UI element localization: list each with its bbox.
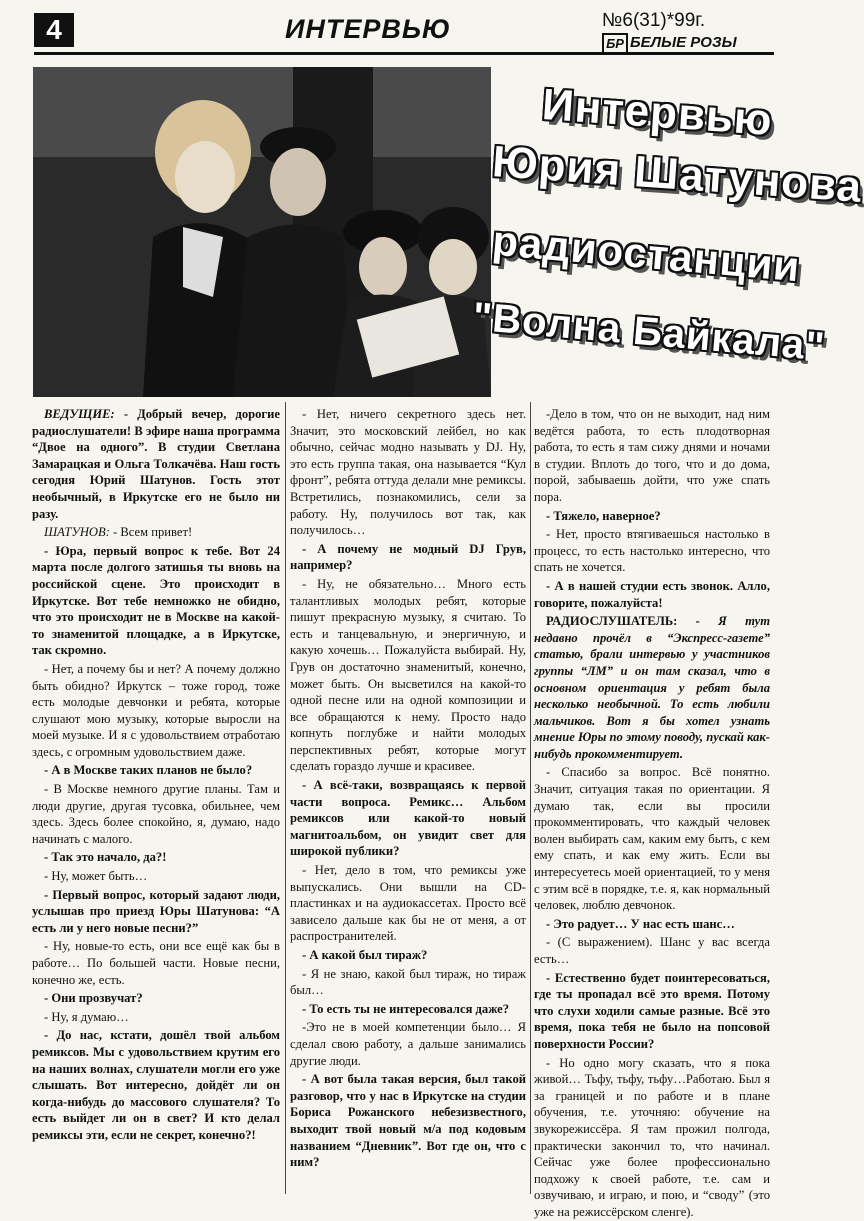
- headline-line-4: "Волна Байкала": [470, 294, 827, 370]
- interviewer-question: - То есть ты не интересовался даже?: [302, 1001, 510, 1016]
- article-column-1: [32, 406, 280, 1196]
- group-photo-image: [33, 67, 491, 397]
- interviewee-answer: - Ну, я думаю…: [44, 1009, 129, 1024]
- interviewer-question: - Это радует… У нас есть шанс…: [546, 916, 735, 931]
- interviewer-question: - Юра, первый вопрос к тебе. Вот 24 марта после долгого затишья ты вновь на российской сцене. Это происходит в Иркутске. Вот тебе немножко не обидно, что это происходит не в Москве на какой-то знаменитой площадке, а в Иркутске, так скромно.: [32, 543, 280, 658]
- speaker-label: РАДИОСЛУШАТЕЛЬ:: [546, 614, 678, 629]
- column-divider: [285, 402, 286, 1194]
- interviewer-question: - Естественно будет поинтересоваться, где ты пропадал всё это время. Потому что слухи ходили самые разные. Всё это время, пока тебя не было на попсовой поверхности России?: [534, 970, 770, 1051]
- speaker-label: ВЕДУЩИЕ:: [44, 407, 115, 421]
- article-headline: [470, 80, 864, 400]
- issue-number: №6(31)*99г.: [602, 10, 706, 31]
- interviewer-question: - До нас, кстати, дошёл твой альбом ремиксов. Мы с удовольствием крутим его на наших волнах, слушатели могли его уже слышать. Вот интересно, дойдёт ли он когда-нибудь до массового слушателя? То есть выйдет ли он в свет? И кто делал ремиксы эти, если не секрет, конечно?!: [32, 1028, 280, 1142]
- page-number: 4: [34, 13, 74, 47]
- newspaper-logo-mark: БР: [602, 33, 628, 55]
- headline-line-2: Юрия Шатунова: [490, 137, 864, 212]
- interviewer-question: - Первый вопрос, который задают люди, услышав про приезд Юры Шатунова: “А есть ли у него новые песни?”: [32, 887, 280, 935]
- interviewee-answer: - Нет, а почему бы и нет? А почему должно быть обидно? Иркутск – тоже город, тоже есть молодые девчонки и ребята, которые слушают мою музыку, которые выросли на моей музыке. И я с удовольствием отработаю здесь, с огромным удовольствием даже.: [32, 661, 280, 759]
- speaker-text: - Всем привет!: [109, 525, 193, 540]
- interviewee-answer: - Ну, не обязательно… Много есть талантливых молодых ребят, которые пишут прекрасную музыку, я считаю. То есть и танцевальную, и энергичную, и какую хочешь… Пожалуйста выбирай. Ну, Грув он достаточно знаменитый, конечно, может быть. Он высветился на какой-то одной песне или на одной композиции и все обращаются к нему. Просто надо копнуть поглубже и найти молодых перспективных ребят, которые могут сделать гораздо лучше и красивее.: [290, 576, 526, 774]
- interviewer-question: - Так это начало, да?!: [44, 850, 167, 865]
- interviewer-question: - А какой был тираж?: [302, 948, 428, 962]
- interviewee-answer: -Это не в моей компетенции было… Я сделал свою работу, а дальше занимались другие люди.: [290, 1020, 526, 1068]
- page-header: [0, 0, 801, 62]
- article-column-3: [534, 406, 770, 1219]
- interviewer-question: - Тяжело, наверное?: [546, 508, 661, 523]
- headline-line-3: радиостанции: [490, 216, 803, 291]
- interviewee-answer: - В Москве немного другие планы. Там и люди другие, другая тусовка, обильнее, чем здесь. Здесь более спокойно, я, думаю, надо начинать с малого.: [32, 782, 280, 846]
- interviewer-question: - А почему не модный DJ Грув, например?: [290, 541, 526, 573]
- speaker-text: - Я тут недавно прочёл в “Экспресс-газете” статью, брали интервью у участников группы “ЛМ” и он там сказал, что в основном ориентация у ребят была несколько необычной. То есть любили мальчиков. Вот я бы хотел узнать мнение Юры по этому поводу, пускай как-нибудь прокомментирует.: [534, 614, 770, 761]
- interviewee-answer: - Я не знаю, какой был тираж, но тираж был…: [290, 966, 526, 998]
- newspaper-name: БЕЛЫЕ РОЗЫ: [630, 34, 737, 51]
- speaker-label: ШАТУНОВ:: [44, 525, 110, 540]
- speaker-paragraph: [534, 613, 770, 762]
- article-column-2: [290, 406, 526, 1196]
- interviewee-answer: - Нет, дело в том, что ремиксы уже выпускались. Они вышли на CD-пластинках и на аудиокассетах. Просто всё зависело дальше как бы не от меня, а от распространителей.: [290, 863, 526, 944]
- interviewee-answer: -Дело в том, что он не выходит, над ним ведётся работа, то есть плодотворная работа, то есть я там сижу днями и ночами в студии. Вплоть до того, что и до дома, порой, забываешь дойти, что уже спать пора.: [534, 407, 770, 504]
- header-divider: [34, 52, 774, 55]
- interviewee-answer: - Нет, ничего секретного здесь нет. Значит, это московский лейбел, но как обычно, сейчас модно называть у DJ. Ну, это есть группа такая, она называется “Кул фронт”, ребята оттуда делали мне ремиксы. Встретились, познакомились, сели за работу. Ну, получилось вот так, как получилось…: [290, 407, 526, 538]
- speaker-paragraph: [32, 406, 280, 522]
- interviewee-answer: - Нет, просто втягиваешься настолько в процесс, то есть настолько интересно, что спать не хочется.: [534, 527, 770, 575]
- interviewer-question: - А всё-таки, возвращаясь к первой части вопроса. Ремикс… Альбом ремиксов или какой-то новый магнитоальбом, он увидит свет для широкой публики?: [290, 778, 526, 859]
- interviewee-answer: - Ну, может быть…: [44, 869, 148, 884]
- speaker-paragraph: [32, 524, 280, 541]
- interviewer-question: - А в Москве таких планов не было?: [44, 763, 253, 778]
- interviewee-answer: - Спасибо за вопрос. Всё понятно. Значит, ситуация такая по ориентации. Я думаю так, если вы просили прокомментировать, что каждый человек волен выбирать сам, каким ему быть, с кем ему спать, и как ему жить. Если вы интересуетесь моей ориентацией, то у меня с этим всё в порядке, т.е. я, как нормальный человек, люблю девчонок.: [534, 765, 770, 913]
- speaker-text: - Добрый вечер, дорогие радиослушатели! В эфире наша программа “Двое на одного”. В студии Светлана Замарацкая и Ольга Толкачёва. Наш гость сегодня Юрий Шатунов. Гость этот необычный, в Иркутске его не было ни разу.: [32, 407, 280, 521]
- interviewee-answer: - Ну, новые-то есть, они все ещё как бы в работе… По большей части. Новые песни, конечно же, есть.: [32, 939, 280, 987]
- interviewer-question: - А вот была такая версия, был такой разговор, что у нас в Иркутске на студии Бориса Рожанского небезизвестного, выходит твой новый м/а под кодовым названием “Дневник”. Вот где он, что с ним?: [290, 1072, 526, 1170]
- headline-line-1: Интервью: [540, 80, 775, 145]
- interviewer-question: - Они прозвучат?: [44, 991, 143, 1006]
- interviewer-question: - А в нашей студии есть звонок. Алло, говорите, пожалуйста!: [534, 578, 770, 610]
- interview-photo: [33, 67, 491, 397]
- column-divider: [530, 402, 531, 1194]
- interviewee-answer: - Но одно могу сказать, что я пока живой… Тьфу, тьфу, тьфу…Работаю. Был я за границей и по работе и в плане обучения, т.е. уточняю: обучение на звукорежиссёра. Я там прожил полгода, практически закончил то, что начинал. Сейчас уже более профессионально подхожу к своей работе, т.е. сам и озвучиваю, и играю, и пою, и “своду” (это уже на режиссёрском сленге).: [534, 1055, 770, 1219]
- interviewee-answer: - (С выражением). Шанс у вас всегда есть…: [534, 935, 770, 966]
- section-rubric: ИНТЕРВЬЮ: [285, 14, 452, 44]
